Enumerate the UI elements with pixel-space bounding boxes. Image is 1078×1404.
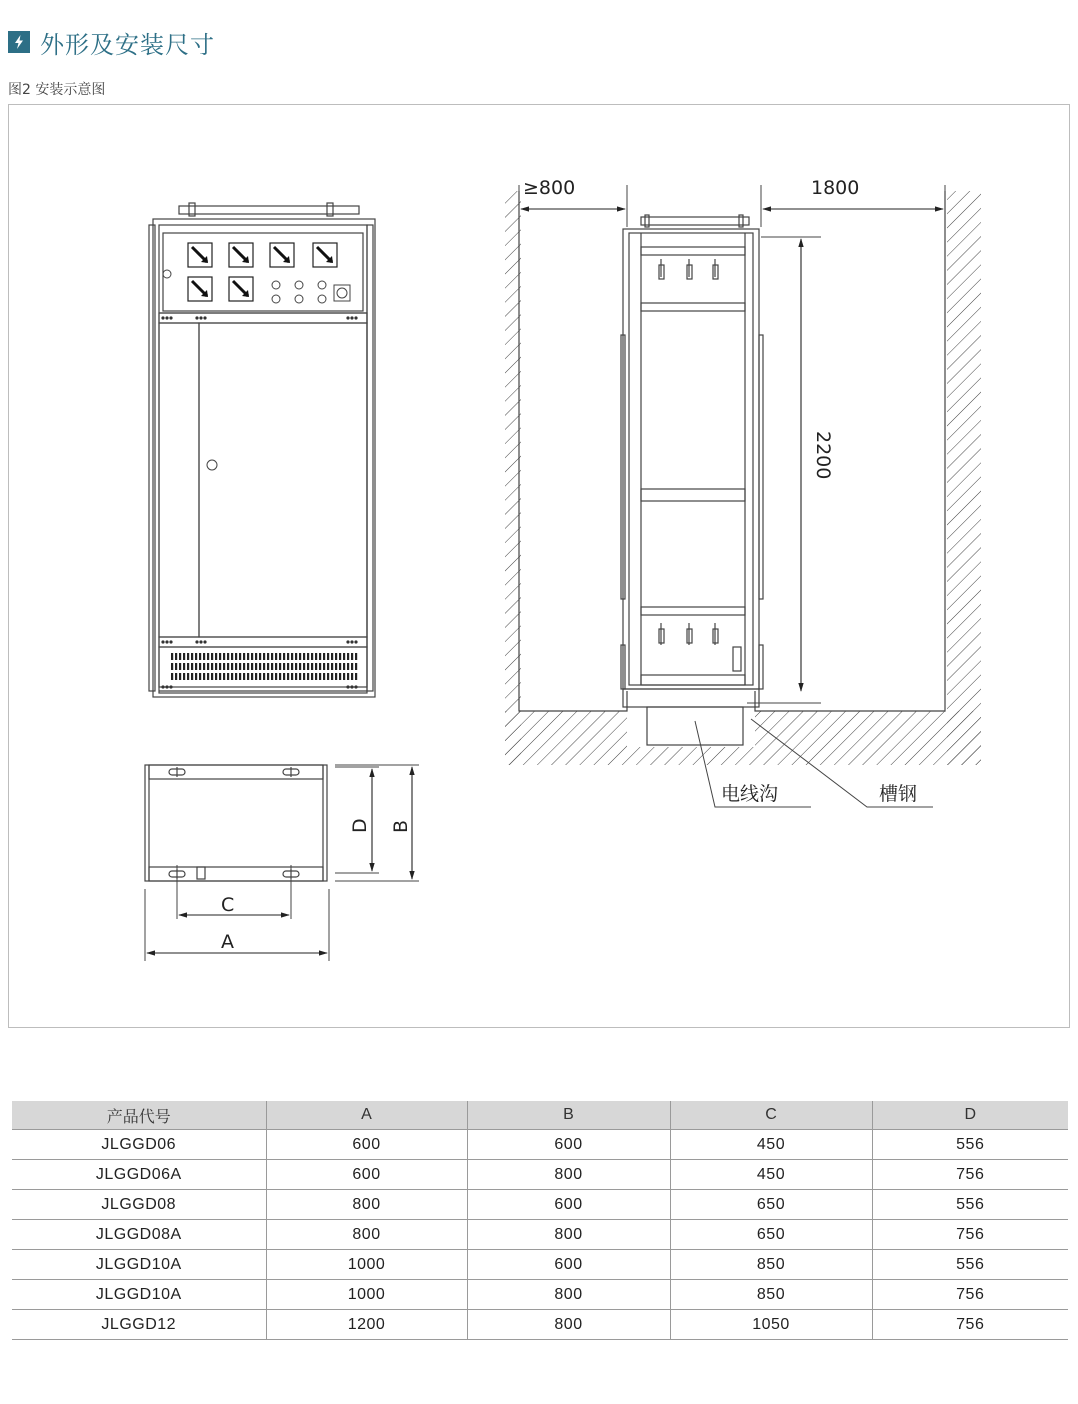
table-cell: 600 bbox=[266, 1160, 467, 1190]
dim-label-a: A bbox=[221, 931, 234, 953]
dim-clearance-rear: 1800 bbox=[811, 177, 860, 199]
table-cell: 1050 bbox=[670, 1310, 872, 1340]
table-cell: JLGGD08A bbox=[12, 1220, 266, 1250]
table-cell: JLGGD10A bbox=[12, 1250, 266, 1280]
installation-diagram bbox=[8, 104, 1070, 1028]
dim-clearance-front: ≥800 bbox=[523, 177, 576, 199]
table-cell: 800 bbox=[467, 1220, 670, 1250]
callout-channel-steel: 槽钢 bbox=[879, 783, 918, 805]
table-cell: 600 bbox=[467, 1130, 670, 1160]
dim-label-b: B bbox=[390, 819, 412, 833]
column-header: A bbox=[266, 1101, 467, 1130]
dim-height: 2200 bbox=[812, 431, 834, 480]
table-cell: 450 bbox=[670, 1130, 872, 1160]
cabinet-front-view bbox=[149, 203, 375, 697]
side-dimension-arrows bbox=[521, 209, 943, 691]
table-row bbox=[12, 1190, 1068, 1220]
table-cell: 800 bbox=[467, 1280, 670, 1310]
table-cell: 650 bbox=[670, 1220, 872, 1250]
side-extension-lines bbox=[519, 185, 945, 703]
table-cell: JLGGD08 bbox=[12, 1190, 266, 1220]
dim-label-c: C bbox=[221, 894, 235, 916]
table-cell: JLGGD06 bbox=[12, 1130, 266, 1160]
table-row bbox=[12, 1130, 1068, 1160]
vent-louvres bbox=[171, 653, 359, 681]
table-cell: 600 bbox=[266, 1130, 467, 1160]
table-cell: 600 bbox=[467, 1190, 670, 1220]
column-header: B bbox=[467, 1101, 670, 1130]
table-cell: 800 bbox=[467, 1160, 670, 1190]
table-cell: 756 bbox=[872, 1280, 1068, 1310]
table-cell: 850 bbox=[670, 1280, 872, 1310]
table-cell: 1000 bbox=[266, 1280, 467, 1310]
table-cell: 800 bbox=[266, 1190, 467, 1220]
plan-dimension-arrows bbox=[147, 767, 412, 953]
column-header: D bbox=[872, 1101, 1068, 1130]
table-cell: JLGGD12 bbox=[12, 1310, 266, 1340]
table-cell: 1000 bbox=[266, 1250, 467, 1280]
wall-outline bbox=[519, 191, 945, 745]
dim-label-d: D bbox=[349, 818, 371, 833]
rivet-dots bbox=[161, 316, 357, 688]
column-header: C bbox=[670, 1101, 872, 1130]
cabinet-plan-view bbox=[145, 765, 419, 961]
table-cell: 850 bbox=[670, 1250, 872, 1280]
column-header: 产品代号 bbox=[12, 1101, 266, 1130]
table-row bbox=[12, 1280, 1068, 1310]
table-cell: 756 bbox=[872, 1310, 1068, 1340]
table-row bbox=[12, 1220, 1068, 1250]
figure-caption: 图2 安装示意图 bbox=[8, 82, 106, 98]
table-cell: 600 bbox=[467, 1250, 670, 1280]
table-cell: 756 bbox=[872, 1220, 1068, 1250]
table-cell: 756 bbox=[872, 1160, 1068, 1190]
lightning-icon bbox=[8, 31, 30, 53]
spec-table bbox=[12, 1101, 1068, 1340]
table-cell: 556 bbox=[872, 1130, 1068, 1160]
table-cell: JLGGD10A bbox=[12, 1280, 266, 1310]
meter-needle bbox=[192, 247, 333, 297]
table-cell: 1200 bbox=[266, 1310, 467, 1340]
callout-cable-trench: 电线沟 bbox=[721, 783, 779, 805]
section-title: 外形及安装尺寸 bbox=[40, 30, 215, 59]
table-cell: 800 bbox=[266, 1220, 467, 1250]
table-cell: 800 bbox=[467, 1310, 670, 1340]
table-cell: 556 bbox=[872, 1250, 1068, 1280]
table-row bbox=[12, 1250, 1068, 1280]
cabinet-side-view bbox=[621, 215, 763, 707]
section-header bbox=[8, 26, 215, 58]
meter-icon bbox=[188, 243, 337, 301]
table-cell: 556 bbox=[872, 1190, 1068, 1220]
table-cell: 650 bbox=[670, 1190, 872, 1220]
table-cell: 450 bbox=[670, 1160, 872, 1190]
table-cell: JLGGD06A bbox=[12, 1160, 266, 1190]
table-row bbox=[12, 1160, 1068, 1190]
wall-hatching bbox=[505, 191, 981, 765]
table-header-row bbox=[12, 1101, 1068, 1130]
table-row bbox=[12, 1310, 1068, 1340]
